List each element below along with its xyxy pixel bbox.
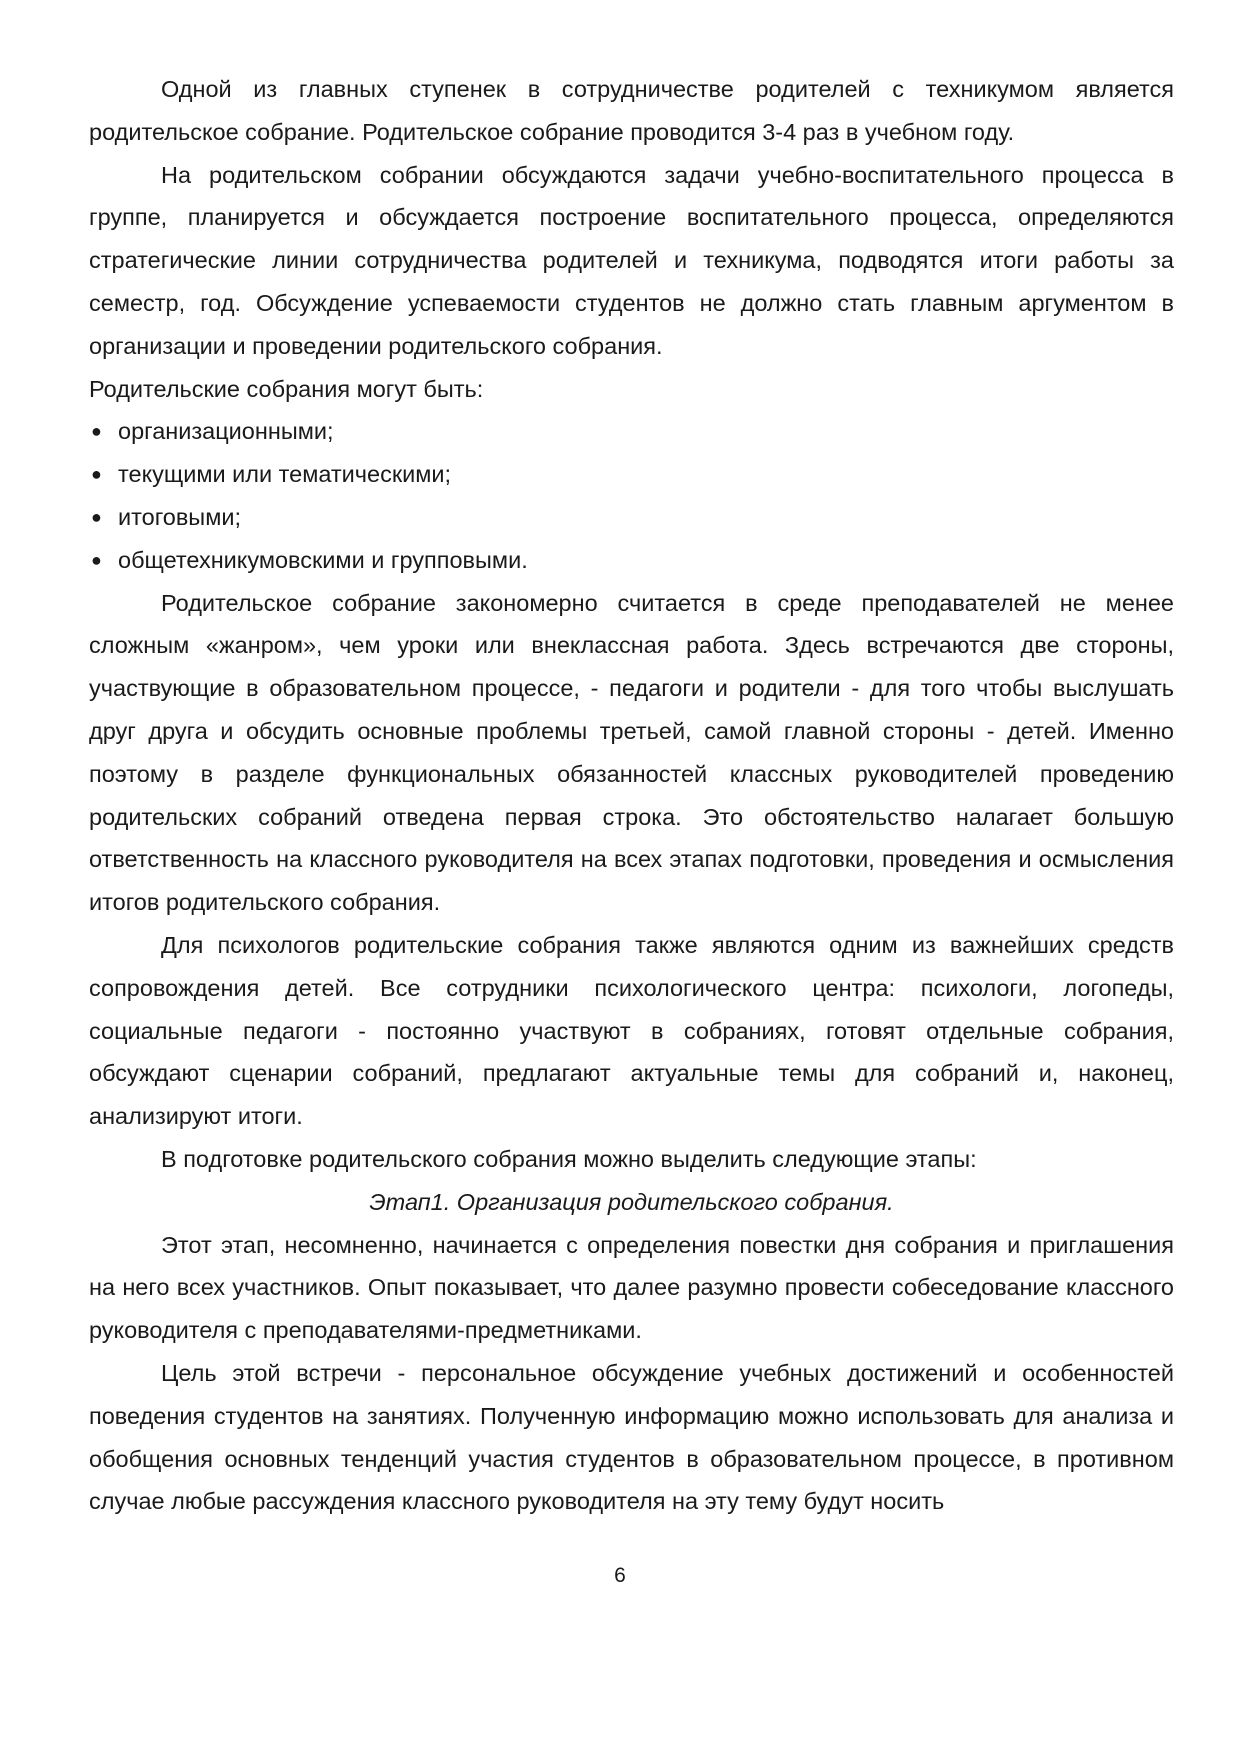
paragraph-meeting-goal: Цель этой встречи - персональное обсуждение учебных достижений и особенностей поведения студентов на занятиях. Полученную информацию можно использовать для анализа и обобщения основных тенденций участия студентов в образовательном процессе, в противном случае любые рассуждения классного руководителя на эту тему будут носить <box>89 1359 1174 1515</box>
paragraph-intro: Одной из главных ступенек в сотрудничестве родителей с техникумом является родительское собрание. Родительское собрание проводится 3-4 раз в учебном году. <box>89 76 1174 145</box>
bullet-icon: ● <box>91 506 102 527</box>
bullet-icon: ● <box>91 464 102 485</box>
list-item <box>89 539 1174 582</box>
list-intro: Родительские собрания могут быть: <box>89 375 484 402</box>
paragraph-stage-start: Этот этап, несомненно, начинается с определения повестки дня собрания и приглашения на него всех участников. Опыт показывает, что далее разумно провести собеседование классного руководителя с преподавателями-предметниками. <box>89 1231 1174 1344</box>
page-number: 6 <box>614 1564 626 1587</box>
bullet-icon: ● <box>91 549 102 570</box>
paragraph-meeting-topics: На родительском собрании обсуждаются задачи учебно-воспитательного процесса в группе, планируется и обсуждается построение воспитательного процесса, определяются стратегические линии сотрудничества родителей и техникума, подводятся итоги работы за семестр, год. Обсуждение успеваемости студентов не должно стать главным аргументом в организации и проведении родительского собрания. <box>89 161 1174 359</box>
paragraph-genre: Родительское собрание закономерно считается в среде преподавателей не менее сложным «жанром», чем уроки или внеклассная работа. Здесь встречаются две стороны, участвующие в образовательном процессе, - педагоги и родители - для того чтобы выслушать друг друга и обсудить основные проблемы третьей, самой главной стороны - детей. Именно поэтому в разделе функциональных обязанностей классных руководителей проведению родительских собраний отведена первая строка. Это обстоятельство налагает большую ответственность на классного руководителя на всех этапах подготовки, проведения и осмысления итогов родительского собрания. <box>89 589 1174 916</box>
bullet-icon: ● <box>91 421 102 442</box>
meeting-types-list <box>89 410 1174 581</box>
list-item <box>89 410 1174 453</box>
page-body <box>89 68 1174 1523</box>
list-item-text: общетехникумовскими и групповыми. <box>118 546 528 573</box>
list-item <box>89 496 1174 539</box>
paragraph-stages-intro: В подготовке родительского собрания можно выделить следующие этапы: <box>161 1145 977 1172</box>
list-item <box>89 453 1174 496</box>
list-item-text: итоговыми; <box>118 503 242 530</box>
list-item-text: текущими или тематическими; <box>118 461 452 488</box>
stage-heading: Этап1. Организация родительского собрания. <box>369 1188 894 1215</box>
paragraph-psychologists: Для психологов родительские собрания также являются одним из важнейших средств сопровождения детей. Все сотрудники психологического центра: психологи, логопеды, социальные педагоги - постоянно участвуют в собраниях, готовят отдельные собрания, обсуждают сценарии собраний, предлагают актуальные темы для собраний и, наконец, анализируют итоги. <box>89 931 1174 1130</box>
list-item-text: организационными; <box>118 418 334 445</box>
